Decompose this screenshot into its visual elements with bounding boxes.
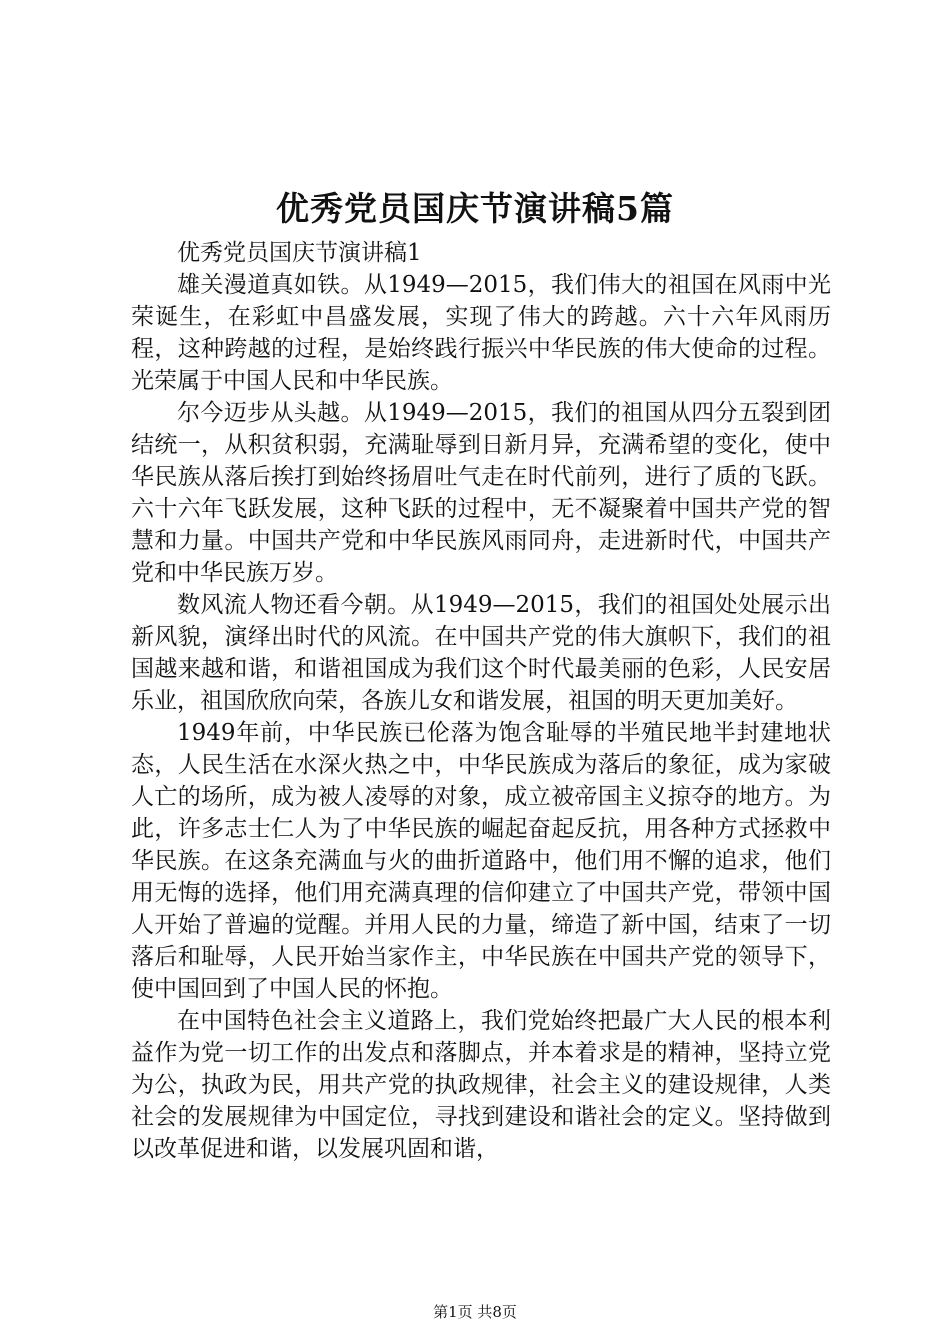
document-body bbox=[131, 237, 831, 1165]
paragraph-2: 尔今迈步从头越。从1949—2015，我们的祖国从四分五裂到团结统一，从积贫积弱，充满耻辱到日新月异，充满希望的变化，使中华民族从落后挨打到始终扬眉吐气走在时代前列，进行了质的飞跃。六十六年飞跃发展，这种飞跃的过程中，无不凝聚着中国共产党的智慧和力量。中国共产党和中华民族风雨同舟，走进新时代，中国共产党和中华民族万岁。 bbox=[131, 400, 831, 586]
paragraph-1: 雄关漫道真如铁。从1949—2015，我们伟大的祖国在风雨中光荣诞生，在彩虹中昌盛发展，实现了伟大的跨越。六十六年风雨历程，这种跨越的过程，是始终践行振兴中华民族的伟大使命的过程。光荣属于中国人民和中华民族。 bbox=[131, 272, 831, 394]
page-title: 优秀党员国庆节演讲稿5篇 bbox=[276, 189, 674, 228]
paragraph-5: 在中国特色社会主义道路上，我们党始终把最广大人民的根本利益作为党一切工作的出发点和落脚点，并本着求是的精神，坚持立党为公，执政为民，用共产党的执政规律，社会主义的建设规律，人类社会的发展规律为中国定位，寻找到建设和谐社会的定义。坚持做到以改革促进和谐，以发展巩固和谐， bbox=[131, 1008, 831, 1162]
paragraph-3: 数风流人物还看今朝。从1949—2015，我们的祖国处处展示出新风貌，演绎出时代的风流。在中国共产党的伟大旗帜下，我们的祖国越来越和谐，和谐祖国成为我们这个时代最美丽的色彩，人民安居乐业，祖国欣欣向荣，各族儿女和谐发展，祖国的明天更加美好。 bbox=[131, 592, 831, 714]
page-number-footer: 第1页 共8页 bbox=[433, 1303, 517, 1321]
section-heading: 优秀党员国庆节演讲稿1 bbox=[177, 240, 422, 266]
paragraph-4: 1949年前，中华民族已伦落为饱含耻辱的半殖民地半封建地状态，人民生活在水深火热之中，中华民族成为落后的象征，成为家破人亡的场所，成为被人凌辱的对象，成立被帝国主义掠夺的地方。为此，许多志士仁人为了中华民族的崛起奋起反抗，用各种方式拯救中华民族。在这条充满血与火的曲折道路中，他们用不懈的追求，他们用无悔的选择，他们用充满真理的信仰建立了中国共产党，带领中国人开始了普遍的觉醒。并用人民的力量，缔造了新中国，结束了一切落后和耻辱，人民开始当家作主，中华民族在中国共产党的领导下，使中国回到了中国人民的怀抱。 bbox=[131, 720, 831, 1002]
